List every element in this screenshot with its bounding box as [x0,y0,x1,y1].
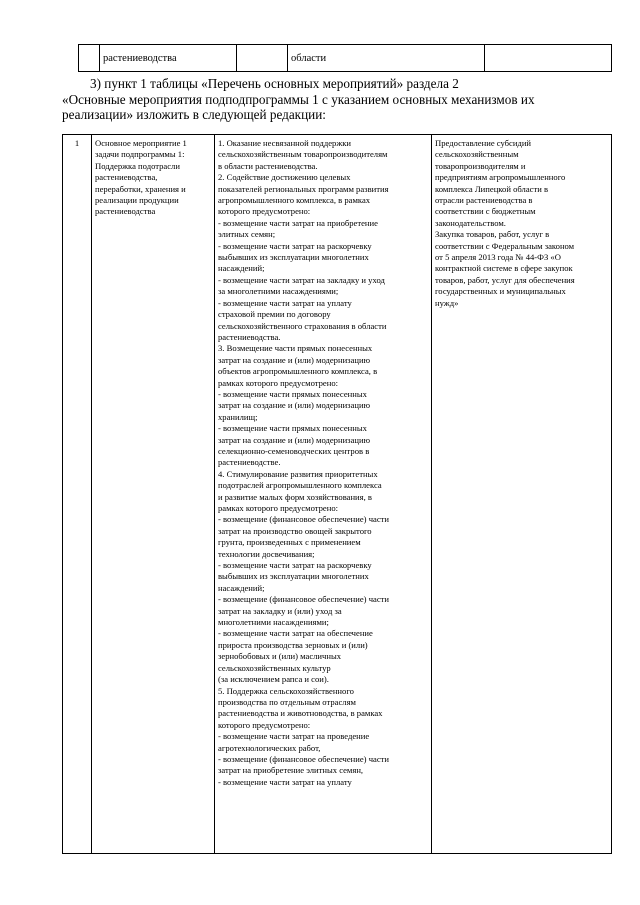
measure-line: технологии досвечивания; [218,548,315,559]
measure-line: - возмещение части прямых понесенных [218,423,367,434]
mechanism-line: комплекса Липецкой области в [435,183,549,194]
measure-line: сельскохозяйственных культур [218,662,331,673]
measure-line: агропромышленного комплекса, в рамках [218,195,371,206]
measure-line: 5. Поддержка сельскохозяйственного [218,685,354,696]
measure-line: выбывших из эксплуатации многолетних [218,252,369,263]
measure-line: 4. Стимулирование развития приоритетных [218,468,378,479]
measure-line: растениеводства и животноводства, в рамках [218,708,383,719]
measure-line: растениеводства. [218,331,281,342]
measure-line: насаждений; [218,582,265,593]
paragraph-line: «Основные мероприятия подподпрограммы 1 с указанием основных механизмов их [62,91,535,107]
table-row [79,45,612,72]
table-cell [237,45,288,72]
previous-table-row [78,44,612,72]
measure-line: - возмещение части затрат на обеспечение [218,628,373,639]
measures-table [62,134,612,854]
measure-line: сельскохозяйственного страхования в области [218,320,387,331]
measure-line: 3. Возмещение части прямых понесенных [218,343,373,354]
measure-line: насаждений; [218,263,265,274]
measure-line: выбывших из эксплуатации многолетних [218,571,369,582]
task-line: реализации продукции [95,195,179,206]
measure-line: селекционно-семеноводческих центров в [218,445,370,456]
measure-line: - возмещение части затрат на уплату [218,776,352,787]
measure-line: элитных семян; [218,229,276,240]
table-cell [79,45,100,72]
row-number-cell [63,135,92,854]
measure-line: за многолетними насаждениями; [218,286,339,297]
table-cell [485,45,612,72]
mechanism-line: Предоставление субсидий [435,138,532,148]
task-line: задачи подпрограммы 1: [95,149,185,160]
task-cell [92,135,215,854]
measure-line: грунта, произведенных с применением [218,537,361,548]
measure-line: - возмещение (финансовое обеспечение) части [218,753,390,764]
measure-line: показателей региональных программ развития [218,183,389,194]
task-line: растениеводства, [95,172,158,183]
measure-line: - возмещение части затрат на раскорчевку [218,560,372,571]
measure-line: подотраслей агропромышленного комплекса [218,480,382,491]
mechanism-line: товаропроизводителям и [435,160,526,171]
measure-line: которого предусмотрено: [218,719,311,730]
measure-line: рамках которого предусмотрено: [218,503,339,513]
measure-line: и развитие малых форм хозяйствования, в [218,491,372,502]
measure-line: многолетними насаждениями; [218,617,329,628]
mechanism-line: законодательством. [435,217,506,228]
measure-line: агротехнологических работ, [218,742,321,753]
measure-line: 2. Содействие достижению целевых [218,172,351,183]
task-text [95,138,211,218]
table-row [63,135,612,854]
measure-line: - возмещение части затрат на проведение [218,731,370,742]
measures-cell [215,135,432,854]
paragraph-line: реализации» изложить в следующей редакции: [62,107,326,122]
mechanism-line: Закупка товаров, работ, услуг в [435,229,550,240]
measure-line: объектов агропромышленного комплекса, в [218,366,378,377]
mechanism-line: сельскохозяйственным [435,149,519,160]
measure-line: - возмещение части затрат на закладку и уход [218,274,385,285]
mechanism-line: соответствии с бюджетным [435,206,536,217]
mechanism-line: контрактной системе в сфере закупок [435,263,573,274]
measure-line: прироста производства зерновых и (или) [218,639,368,650]
measure-line: в области растениеводства. [218,160,318,171]
measure-line: затрат на закладку и (или) уход за [218,605,342,616]
measure-line: - возмещение части затрат на приобретение [218,217,378,228]
measure-line: затрат на создание и (или) модернизацию [218,354,371,365]
mechanism-line: нужд» [435,297,459,308]
mechanism-line: предприятиям агропромышленного [435,172,566,183]
row-number: 1 [74,138,80,148]
measure-line: (за исключением рапса и сои). [218,674,329,685]
table-cell: растениеводства [100,45,237,72]
measure-line: сельскохозяйственным товаропроизводителям [218,149,388,160]
table-cell: области [288,45,485,72]
task-line: Поддержка подотрасли [95,160,180,171]
measure-line: рамках которого предусмотрено: [218,377,339,388]
paragraph-line: 3) пункт 1 таблицы «Перечень основных мероприятий» раздела 2 [90,76,459,91]
mechanism-cell [432,135,612,854]
mechanism-text [435,138,608,309]
measure-line: производства по отдельным отраслям [218,696,356,707]
measure-line: - возмещение (финансовое обеспечение) части [218,514,390,525]
task-line: переработки, хранения и [95,183,186,194]
measure-line: затрат на производство овощей закрытого [218,525,372,536]
task-line: растениеводства [95,206,156,217]
mechanism-line: соответствии с Федеральным законом [435,240,575,251]
amendment-paragraph [62,76,612,123]
measure-line: которого предусмотрено: [218,206,311,217]
measure-line: страховой премии по договору [218,309,331,320]
measure-line: зернобобовых и (или) масличных [218,651,342,662]
task-line: Основное мероприятие 1 [95,138,187,148]
mechanism-line: от 5 апреля 2013 года № 44-ФЗ «О [435,252,561,263]
measure-line: - возмещение (финансовое обеспечение) части [218,594,390,605]
measures-text [218,138,428,850]
mechanism-line: отрасли растениеводства в [435,195,533,206]
measure-line: хранилищ; [218,411,258,422]
measure-line: - возмещение части затрат на раскорчевку [218,240,372,251]
measure-line: затрат на создание и (или) модернизацию [218,400,371,411]
mechanism-line: товаров, работ, услуг для обеспечения [435,274,575,285]
measure-line: затрат на создание и (или) модернизацию [218,434,371,445]
measure-line: растениеводстве. [218,457,281,468]
measure-line: - возмещение части прямых понесенных [218,388,367,399]
measure-line: - возмещение части затрат на уплату [218,297,352,308]
measure-line: 1. Оказание несвязанной поддержки [218,138,352,148]
measure-line: затрат на приобретение элитных семян, [218,765,364,776]
mechanism-line: государственных и муниципальных [435,286,566,297]
